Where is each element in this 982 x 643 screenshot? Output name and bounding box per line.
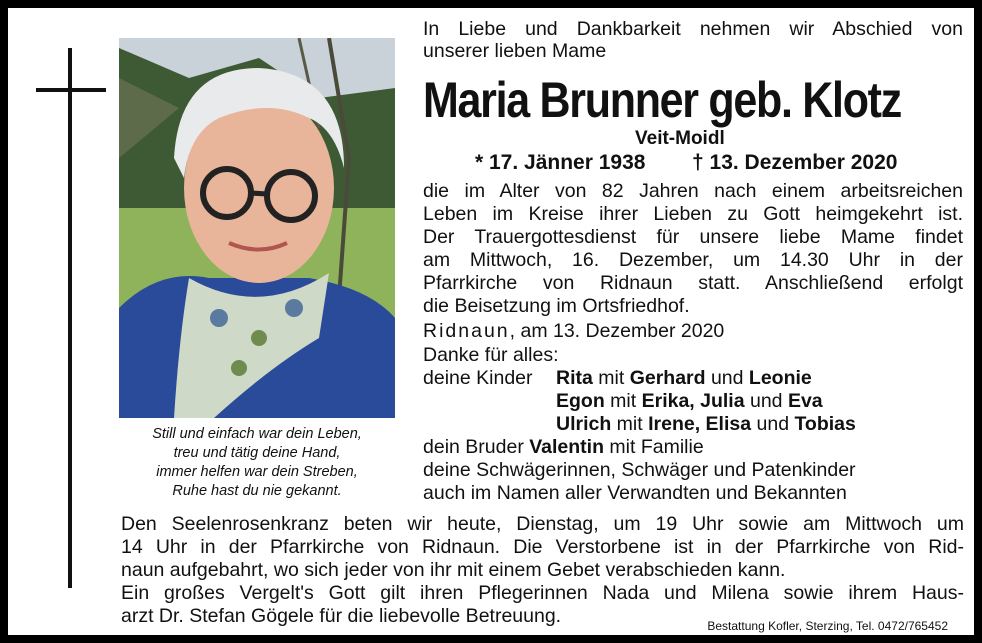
place: Ridnaun [423,320,510,342]
nickname: Veit-Moidl [635,128,725,149]
cross-icon-bar [36,88,106,92]
body-line: Leben im Kreise ihrer Lieben zu Gott heimgekehrt ist. [423,203,963,225]
child-name: Ulrich [556,413,612,435]
relatives-line: deine Schwägerinnen, Schwäger und Patenkinder [423,459,856,481]
birth-date: * 17. Jänner 1938 [475,151,646,174]
brother-line [423,436,704,459]
grandchild-name: Leonie [748,367,812,389]
portrait-photo [119,38,395,418]
thanks-line: Danke für alles: [423,344,559,366]
body-line: Der Trauergottesdienst für unsere liebe Mame findet [423,226,963,248]
text: mit [604,390,642,412]
body-line: am Mittwoch, 16. Dezember, um 14.30 Uhr in der [423,249,963,271]
grandchild-name: Tobias [794,413,856,435]
mourner-row [556,367,812,390]
body-line: die Beisetzung im Ortsfriedhof. [423,295,690,317]
relatives-line: auch im Namen aller Verwandten und Bekannten [423,482,847,504]
mourner-row [556,390,823,413]
place-date [423,320,724,343]
poem-line: Still und einfach war dein Leben, [152,426,362,442]
text: dein Bruder [423,436,530,458]
date: , am 13. Dezember 2020 [509,320,725,342]
mourner-row [556,413,856,436]
bottom-line: arzt Dr. Stefan Gögele für die liebevolle Betreuung. [121,605,562,627]
spouse-name: Gerhard [629,367,706,389]
death-date: † 13. Dezember 2020 [692,151,898,174]
text: und [705,367,749,389]
text: und [744,390,788,412]
body-line: Pfarrkirche von Ridnaun statt. Anschließend erfolgt [423,272,963,294]
undertaker-info: Bestattung Kofler, Sterzing, Tel. 0472/765452 [707,619,948,633]
bottom-line: Den Seelenrosenkranz beten wir heute, Dienstag, um 19 Uhr sowie am Mittwoch um [121,513,964,535]
poem-line: treu und tätig deine Hand, [173,445,341,461]
deceased-name: Maria Brunner geb. Klotz [423,72,901,128]
bottom-line: 14 Uhr in der Pfarrkirche von Ridnaun. Die Verstorbene ist in der Pfarrkirche von Rid- [121,536,964,558]
poem-line: Ruhe hast du nie gekannt. [172,483,342,499]
text: mit [592,367,630,389]
bottom-line: Ein großes Vergelt's Gott gilt ihren Pflegerinnen Nada und Milena sowie ihrem Haus- [121,582,964,604]
kinder-label: deine Kinder [423,367,533,389]
intro-line: unserer lieben Mame [423,40,607,62]
spouse-name: Irene, Elisa [648,413,752,435]
spouse-name: Erika, Julia [641,390,745,412]
obituary-card [8,8,974,635]
text: mit [611,413,649,435]
bottom-line: naun aufgebahrt, wo sich jeder von ihr mit einem Gebet verabschieden kann. [121,559,786,581]
text: und [751,413,795,435]
child-name: Rita [556,367,593,389]
child-name: Egon [556,390,605,412]
poem-line: immer helfen war dein Streben, [156,464,358,480]
grandchild-name: Eva [787,390,823,412]
brother-name: Valentin [529,436,605,458]
body-line: die im Alter von 82 Jahren nach einem arbeitsreichen [423,180,963,202]
text: mit Familie [604,436,704,458]
intro-line: In Liebe und Dankbarkeit nehmen wir Abschied von [423,18,963,40]
cross-icon [68,48,72,588]
